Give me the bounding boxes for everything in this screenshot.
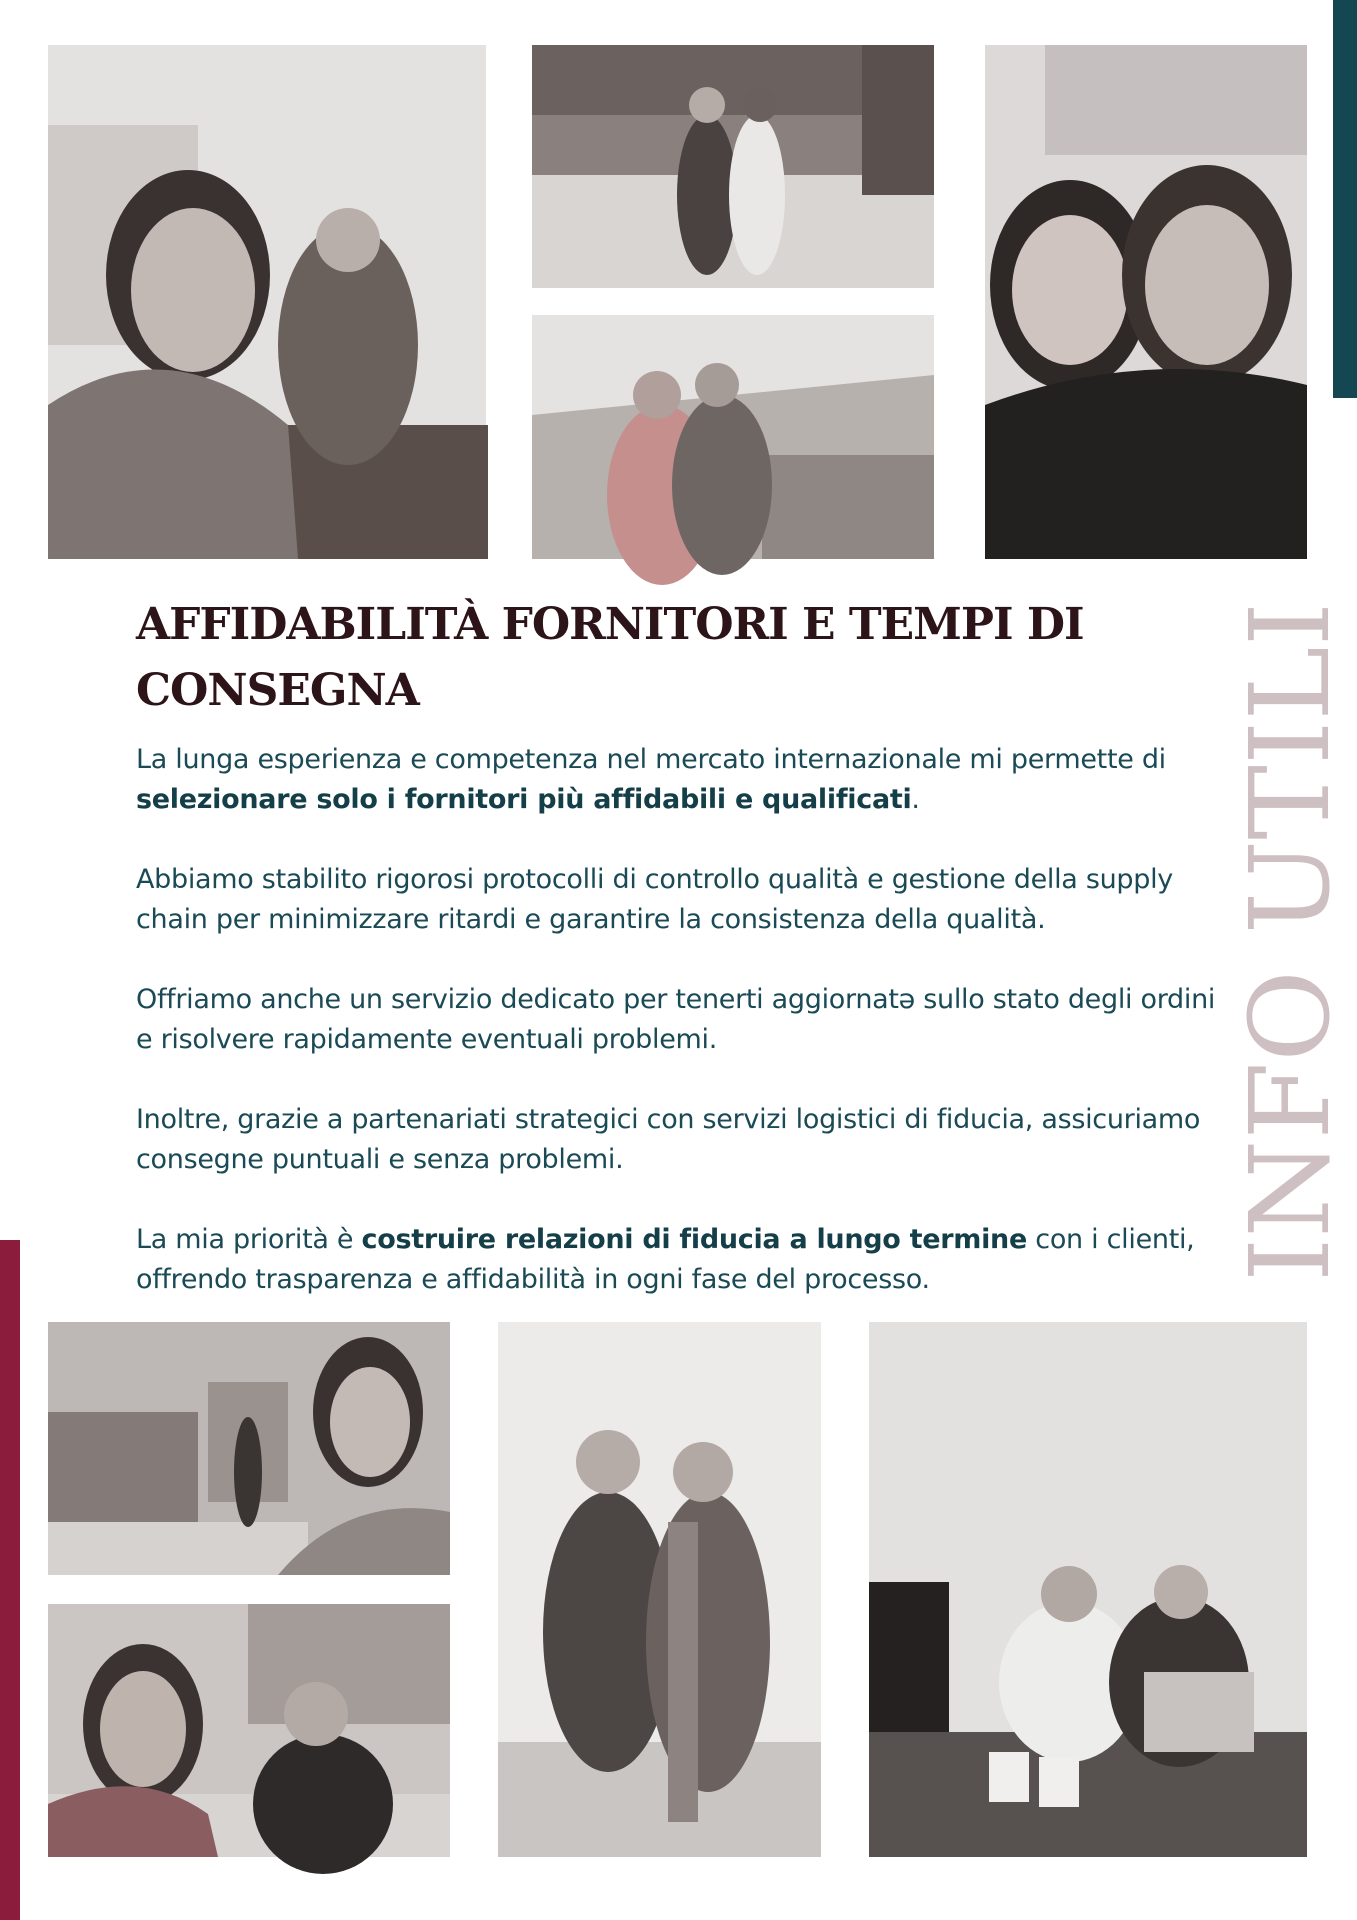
teal-accent-bar — [1333, 0, 1357, 398]
paragraph-5-highlight: costruire relazioni di fiducia a lungo termine — [361, 1224, 1027, 1255]
side-label-text: INFO UTILI — [1226, 614, 1354, 1282]
photo-desk-two-women — [869, 1322, 1307, 1857]
paragraph-2: Abbiamo stabilito rigorosi protocolli di controllo qualità e gestione della supply chain per minimizzare ritardi e garantire la consistenza della qualità. — [136, 864, 1173, 935]
photo-office-woman-man — [48, 1604, 450, 1857]
page-title: AFFIDABILITÀ FORNITORI E TEMPI DI CONSEGNA — [136, 599, 1084, 716]
photo-showroom-selfie — [48, 1322, 450, 1575]
photo-market-two-women — [532, 45, 934, 288]
photo-thumbs-up — [498, 1322, 821, 1857]
paragraph-4: Inoltre, grazie a partenariati strategici con servizi logistici di fiducia, assicuriamo consegne puntuali e senza problemi. — [136, 1104, 1201, 1175]
paragraph-1: La lunga esperienza e competenza nel mercato internazionale mi permette di selezionare solo i fornitori più affidabili e qualificati. — [136, 744, 1166, 815]
red-accent-bar — [0, 1240, 20, 1920]
photo-selfie-office — [48, 45, 486, 559]
paragraph-1-highlight: selezionare solo i fornitori più affidabili e qualificati — [136, 784, 912, 815]
paragraph-5: La mia priorità è costruire relazioni di fiducia a lungo termine con i clienti, offrendo trasparenza e affidabilità in ogni fase del processo. — [136, 1224, 1195, 1295]
body-text — [136, 740, 1231, 1340]
photo-selfie-two-women — [985, 45, 1307, 559]
photo-station-two-women — [532, 315, 934, 559]
side-label — [1226, 592, 1354, 1292]
paragraph-3: Offriamo anche un servizio dedicato per tenerti aggiornatə sullo stato degli ordini e risolvere rapidamente eventuali problemi. — [136, 984, 1216, 1055]
